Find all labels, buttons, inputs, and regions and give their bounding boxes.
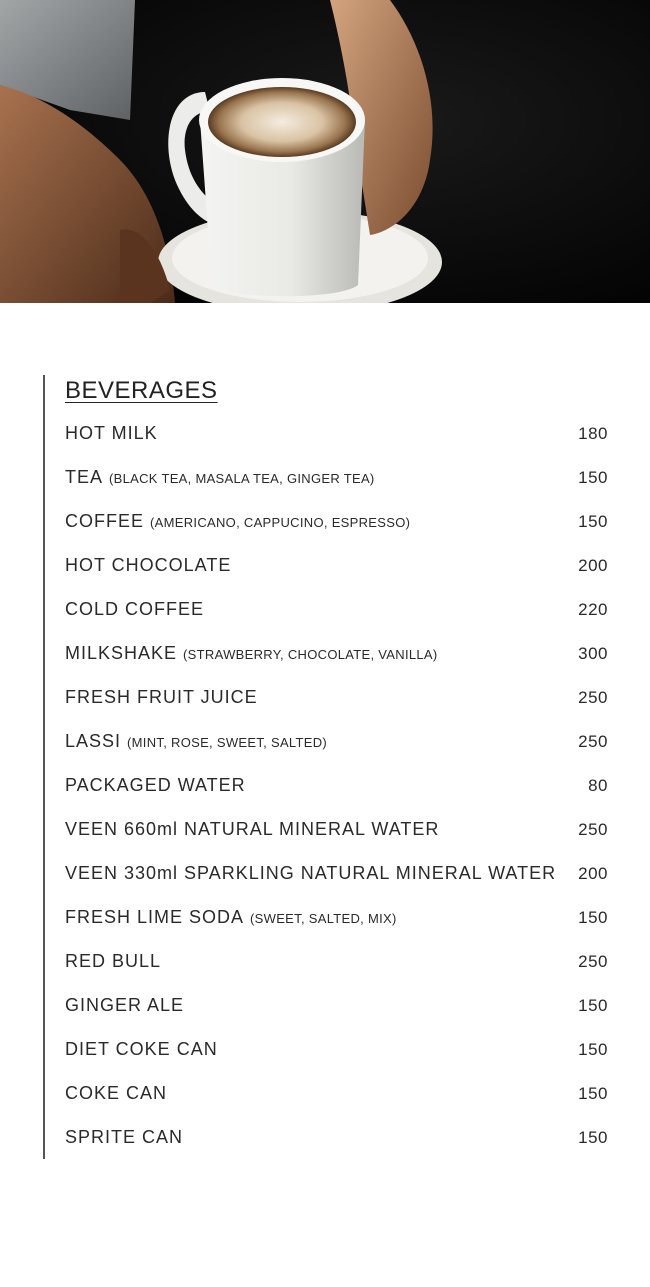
menu-item-label: SPRITE CAN xyxy=(65,1127,184,1147)
menu-item-name xyxy=(65,863,556,884)
menu-item-name xyxy=(65,643,438,664)
menu-item xyxy=(65,1083,608,1127)
menu-item xyxy=(65,1039,608,1083)
menu-item xyxy=(65,1127,608,1171)
menu-item-price: 150 xyxy=(578,1084,608,1103)
menu-item-price: 180 xyxy=(578,424,608,443)
menu-item-label: COKE CAN xyxy=(65,1083,168,1103)
beverages-menu xyxy=(43,375,625,1159)
section-title: BEVERAGES xyxy=(65,377,218,404)
menu-item-name xyxy=(65,1039,218,1060)
menu-item-name xyxy=(65,467,375,488)
menu-item-price: 300 xyxy=(578,644,608,663)
menu-item xyxy=(65,863,608,907)
menu-item xyxy=(65,819,608,863)
menu-item-name xyxy=(65,1127,183,1148)
menu-item-name xyxy=(65,995,184,1016)
menu-item-name xyxy=(65,423,158,444)
menu-item-label: HOT CHOCOLATE xyxy=(65,555,232,575)
menu-item-note: (MINT, ROSE, SWEET, SALTED) xyxy=(127,735,328,750)
menu-item-price: 250 xyxy=(578,688,608,707)
menu-item-price: 200 xyxy=(578,864,608,883)
menu-item-name xyxy=(65,1083,167,1104)
menu-item-note: (BLACK TEA, MASALA TEA, GINGER TEA) xyxy=(109,471,375,486)
menu-item-label: DIET COKE CAN xyxy=(65,1039,218,1059)
coffee-cup-photo-icon xyxy=(0,0,650,303)
menu-item-price: 250 xyxy=(578,820,608,839)
menu-item-price: 150 xyxy=(578,468,608,487)
menu-item-name xyxy=(65,555,231,576)
menu-item xyxy=(65,731,608,775)
menu-item-price: 80 xyxy=(588,776,608,795)
menu-item-name xyxy=(65,687,258,708)
menu-item-price: 150 xyxy=(578,512,608,531)
menu-item-price: 150 xyxy=(578,1040,608,1059)
menu-item-price: 150 xyxy=(578,996,608,1015)
menu-item xyxy=(65,511,608,555)
menu-item-label: HOT MILK xyxy=(65,423,158,443)
menu-item xyxy=(65,643,608,687)
menu-item-note: (SWEET, SALTED, MIX) xyxy=(250,911,397,926)
menu-item-name xyxy=(65,819,439,840)
menu-item-label: COFFEE xyxy=(65,511,145,531)
menu-item xyxy=(65,907,608,951)
menu-item-name xyxy=(65,731,327,752)
menu-item xyxy=(65,555,608,599)
menu-item-label: GINGER ALE xyxy=(65,995,185,1015)
menu-item-name xyxy=(65,511,410,532)
menu-item xyxy=(65,951,608,995)
menu-item-label: MILKSHAKE xyxy=(65,643,178,663)
menu-item xyxy=(65,423,608,467)
menu-item-note: (AMERICANO, CAPPUCINO, ESPRESSO) xyxy=(150,515,411,530)
menu-item-name xyxy=(65,599,204,620)
menu-item-label: FRESH LIME SODA xyxy=(65,907,245,927)
menu-items-list xyxy=(65,423,608,1171)
menu-item-price: 220 xyxy=(578,600,608,619)
menu-item-price: 150 xyxy=(578,908,608,927)
menu-item-price: 250 xyxy=(578,952,608,971)
menu-item-price: 150 xyxy=(578,1128,608,1147)
menu-item-note: (STRAWBERRY, CHOCOLATE, VANILLA) xyxy=(183,647,438,662)
menu-item-label: PACKAGED WATER xyxy=(65,775,246,795)
menu-item xyxy=(65,599,608,643)
menu-item-name xyxy=(65,951,161,972)
menu-item-name xyxy=(65,907,397,928)
menu-item-label: TEA xyxy=(65,467,104,487)
menu-item-price: 200 xyxy=(578,556,608,575)
menu-item xyxy=(65,775,608,819)
menu-item-price: 250 xyxy=(578,732,608,751)
menu-item-label: COLD COFFEE xyxy=(65,599,205,619)
menu-item-label: VEEN 330ml SPARKLING NATURAL MINERAL WATER xyxy=(65,863,557,883)
menu-item-label: VEEN 660ml NATURAL MINERAL WATER xyxy=(65,819,440,839)
menu-item-label: LASSI xyxy=(65,731,122,751)
menu-item xyxy=(65,687,608,731)
menu-item xyxy=(65,467,608,511)
menu-item-name xyxy=(65,775,246,796)
hero-photo xyxy=(0,0,650,303)
menu-item-label: FRESH FRUIT JUICE xyxy=(65,687,258,707)
menu-item xyxy=(65,995,608,1039)
menu-item-label: RED BULL xyxy=(65,951,162,971)
